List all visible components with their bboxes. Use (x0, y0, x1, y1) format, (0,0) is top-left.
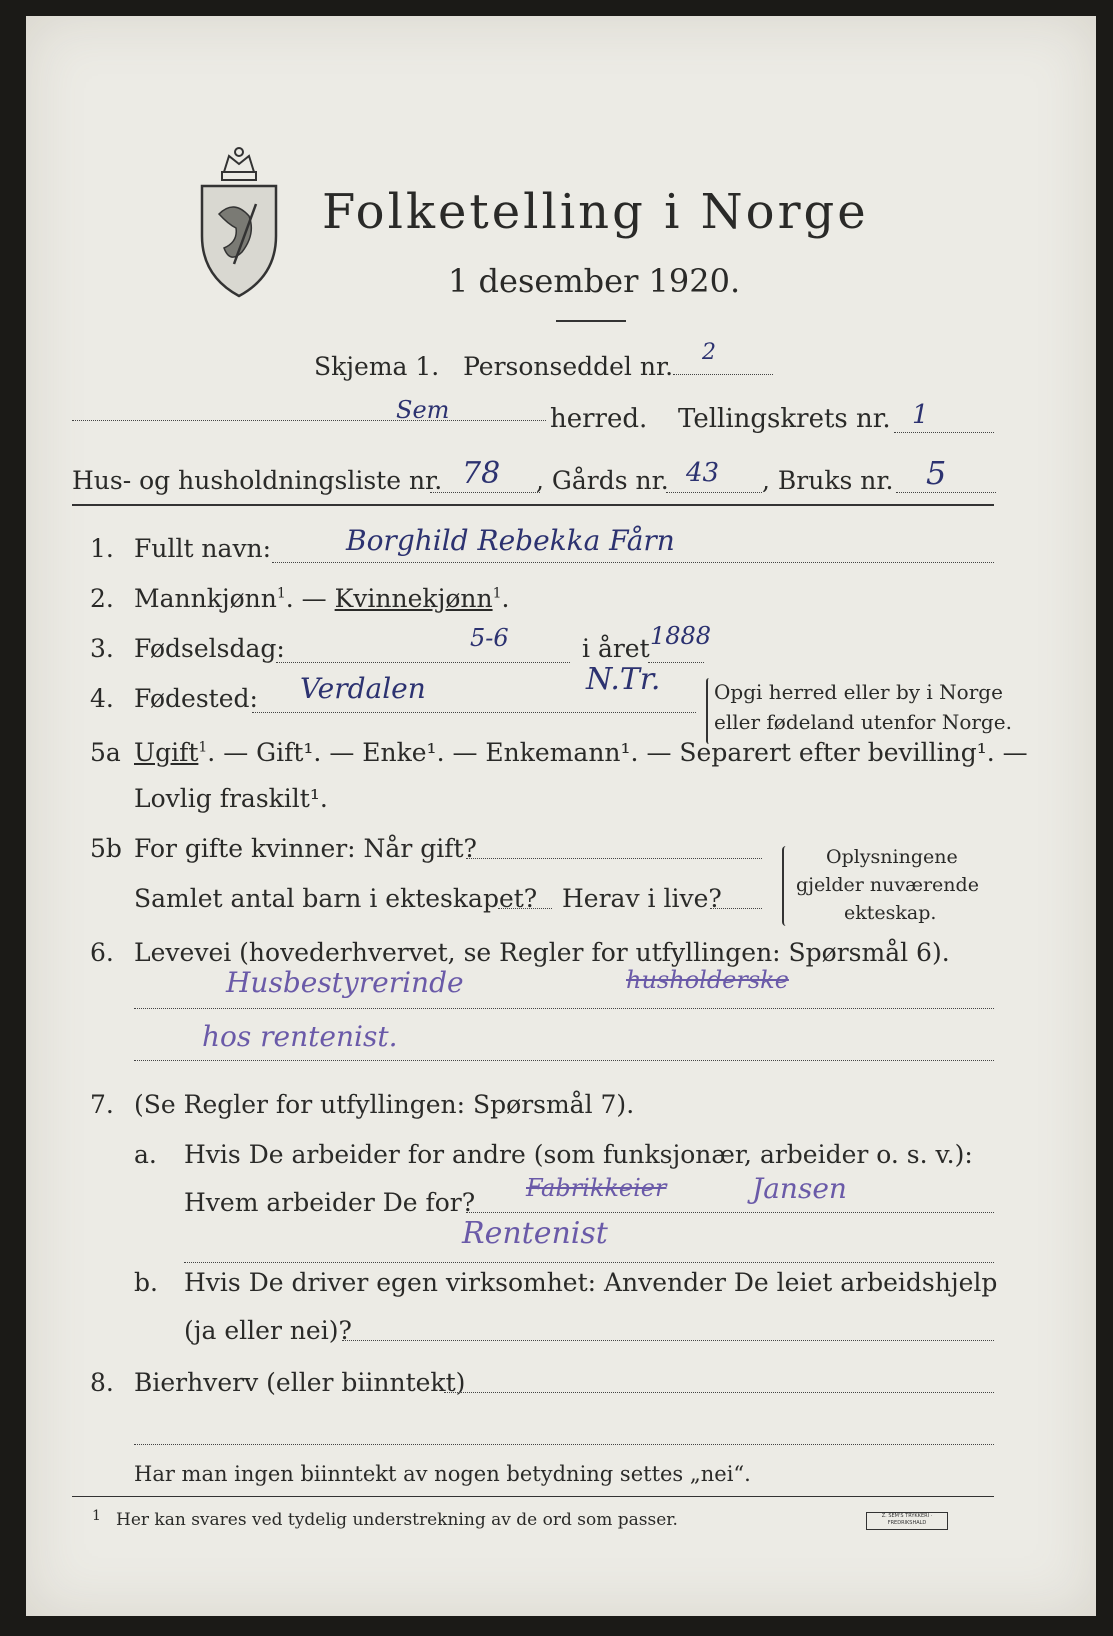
tellingskrets-label: Tellingskrets nr. (678, 404, 891, 434)
q2-mann[interactable]: Mannkjønn (134, 584, 277, 613)
q6-label: Levevei (hovederhvervet, se Regler for utfyllingen: Spørsmål 6). (134, 938, 950, 967)
q4-note-1: Opgi herred eller by i Norge (714, 680, 1003, 704)
q5a-number: 5a (90, 738, 121, 767)
children-field[interactable] (498, 908, 552, 909)
alive-field[interactable] (710, 908, 762, 909)
bruks-label: , Bruks nr. (762, 466, 894, 495)
q5b-number: 5b (90, 834, 122, 863)
q7b-letter: b. (134, 1268, 158, 1297)
full-name-value[interactable]: Borghild Rebekka Fårn (346, 524, 675, 557)
tellingskrets-field[interactable] (894, 432, 994, 433)
q2-end: . (501, 584, 510, 613)
herred-value[interactable]: Sem (396, 396, 450, 424)
q4-label: Fødested: (134, 684, 258, 713)
q7b-line-2: (ja eller nei)? (184, 1316, 352, 1345)
q3-label: Fødselsdag: (134, 634, 285, 663)
q7b-line-1: Hvis De driver egen virksomhet: Anvender De leiet arbeidshjelp (184, 1268, 998, 1297)
q2-kvinne[interactable]: Kvinnekjønn (334, 584, 493, 613)
q5a-line: 5a Ugift$^1$. — Gift¹. — Enke¹. — Enkemann¹. — Separert efter bevilling¹. — (90, 738, 1028, 767)
gards-label: , Gårds nr. (536, 466, 669, 495)
hus-label: Hus- og husholdningsliste nr. (72, 466, 443, 495)
full-name-field[interactable] (272, 562, 994, 563)
q1-number: 1. (90, 534, 114, 563)
q5a-options[interactable]: . — Gift¹. — Enke¹. — Enkemann¹. — Separert efter bevilling¹. — (207, 738, 1028, 767)
married-date-field[interactable] (466, 858, 762, 859)
header-divider (72, 504, 994, 506)
occupation-value-2[interactable]: hos rentenist. (202, 1020, 398, 1053)
personseddel-value[interactable]: 2 (702, 340, 716, 365)
footer-divider (72, 1496, 994, 1497)
employer-field[interactable] (466, 1212, 994, 1213)
q4-line (90, 684, 258, 713)
birthplace-value[interactable]: Verdalen (300, 672, 426, 705)
q7-number: 7. (90, 1090, 114, 1119)
gards-field[interactable] (666, 492, 762, 493)
q5a-ugift[interactable]: Ugift (134, 738, 199, 767)
q8-label: Bierhverv (eller biinntekt) (134, 1368, 466, 1397)
q4-brace (706, 678, 712, 744)
hus-value[interactable]: 78 (462, 456, 501, 491)
occupation-value-1[interactable]: Husbestyrerinde (226, 966, 464, 999)
q2-number: 2. (90, 584, 114, 613)
q4-number: 4. (90, 684, 114, 713)
q7-label: (Se Regler for utfyllingen: Spørsmål 7). (134, 1090, 635, 1119)
q7a-line-2: Hvem arbeider De for? (184, 1188, 476, 1217)
q2-separator: . — (285, 584, 335, 613)
q5a-line-2[interactable]: Lovlig fraskilt¹. (134, 784, 328, 813)
q7a-line-1: Hvis De arbeider for andre (som funksjonær, arbeider o. s. v.): (184, 1140, 973, 1169)
gards-value[interactable]: 43 (686, 458, 720, 488)
q8-line (90, 1368, 465, 1397)
skjema-label: Skjema 1. (314, 352, 440, 381)
q7-line (90, 1090, 634, 1119)
birthday-field[interactable] (276, 662, 570, 663)
bruks-field[interactable] (896, 492, 996, 493)
q3-line (90, 634, 285, 663)
herred-label: herred. (550, 404, 648, 434)
birthplace-field[interactable] (252, 712, 696, 713)
occupation-struck[interactable]: husholderske (626, 966, 789, 994)
footnote: Her kan svares ved tydelig understrekning av de ord som passer. (116, 1510, 678, 1530)
tellingskrets-value[interactable]: 1 (912, 400, 929, 430)
birthplace-county[interactable]: N.Tr. (586, 662, 661, 697)
q8-number: 8. (90, 1368, 114, 1397)
coat-of-arms-icon (194, 144, 284, 304)
q5b-note-2: gjelder nuværende (796, 874, 979, 896)
employer-value[interactable]: Jansen (752, 1172, 847, 1205)
q5b-line-1: For gifte kvinner: Når gift? (134, 834, 477, 863)
form-title: Folketelling i Norge (322, 184, 869, 240)
q5b-note-3: ekteskap. (844, 902, 937, 924)
side-income-field-2[interactable] (134, 1444, 994, 1445)
q5b-note-1: Oplysningene (826, 846, 958, 868)
footer-note: Har man ingen biinntekt av nogen betydning settes „nei“. (134, 1462, 751, 1486)
q5b-brace (782, 846, 790, 926)
employer-struck[interactable]: Fabrikkeier (526, 1174, 667, 1202)
title-divider (556, 320, 626, 322)
occupation-field-1[interactable] (134, 1008, 994, 1009)
census-form-sheet (26, 16, 1096, 1616)
q4-note-2: eller fødeland utenfor Norge. (714, 710, 1012, 734)
occupation-field-2[interactable] (134, 1060, 994, 1061)
q2-line: 2. Mannkjønn$^1$. — Kvinnekjønn$^1$. (90, 584, 510, 613)
q5b-alive-label: Herav i live? (562, 884, 722, 913)
hus-field[interactable] (430, 492, 540, 493)
footnote-mark: 1 (92, 1508, 101, 1524)
q3-number: 3. (90, 634, 114, 663)
printer-stamp (866, 1512, 948, 1530)
q1-label: Fullt navn: (134, 534, 272, 563)
q6-number: 6. (90, 938, 114, 967)
herred-field[interactable] (72, 420, 546, 421)
year-value[interactable]: 1888 (650, 622, 712, 650)
printer-stamp-text: Z. SEM'S TRYKKERI · FREDRIKSHALD (881, 1513, 933, 1526)
hired-help-field[interactable] (342, 1340, 994, 1341)
q7a-letter: a. (134, 1140, 157, 1169)
birthday-value[interactable]: 5-6 (470, 624, 509, 652)
q5b-children-label: Samlet antal barn i ekteskapet? (134, 884, 538, 913)
q6-line (90, 938, 950, 967)
employer-field-2[interactable] (184, 1262, 994, 1263)
personseddel-label: Personseddel nr. (463, 352, 674, 381)
q5b-line (90, 834, 477, 863)
employer-value-2[interactable]: Rentenist (462, 1216, 608, 1251)
year-label: i året (582, 634, 650, 663)
side-income-field[interactable] (444, 1392, 994, 1393)
q1-line (90, 534, 271, 563)
bruks-value[interactable]: 5 (926, 454, 947, 492)
form-subtitle: 1 desember 1920. (448, 262, 741, 300)
